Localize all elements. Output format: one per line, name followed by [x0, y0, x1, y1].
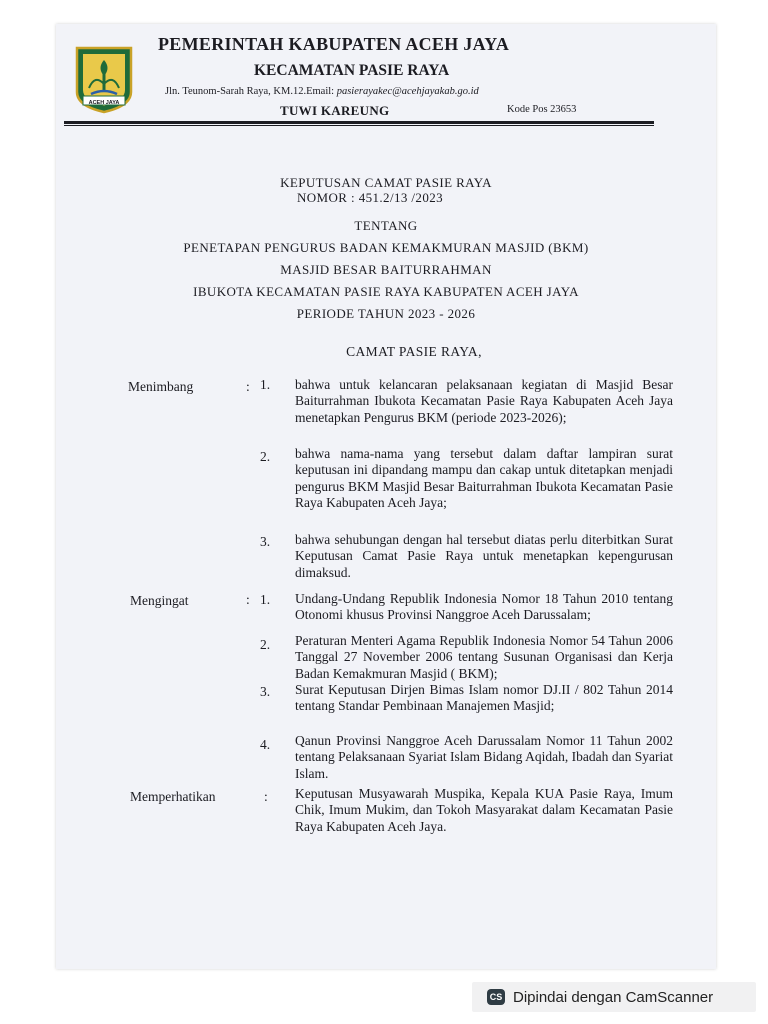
mengingat-label: Mengingat: [130, 593, 189, 608]
menimbang-label: Menimbang: [128, 379, 194, 394]
memperhatikan-label: Memperhatikan: [130, 789, 216, 804]
menimbang-item-3: bahwa sehubungan dengan hal tersebut diatas perlu diterbitkan Surat Keputusan Camat Pasie Raya untuk menetapkan kepengurusan dimaksud.: [295, 532, 673, 580]
memperhatikan-text: Keputusan Musyawarah Muspika, Kepala KUA Pasie Raya, Imum Chik, Imum Mukim, dan Tokoh Masyarakat dalam Kecamatan Pasie Raya Kabupaten Aceh Jaya.: [295, 786, 673, 834]
camscanner-watermark: [472, 982, 756, 1012]
camscanner-logo-icon: CS: [487, 989, 505, 1005]
mengingat-number-3: 3.: [260, 684, 271, 699]
mengingat-item-4: Qanun Provinsi Nanggroe Aceh Darussalam Nomor 11 Tahun 2002 tentang Pelaksanaan Syariat Islam Bidang Aqidah, Ibadah dan Syariat Islam.: [295, 733, 673, 781]
memperhatikan-colon: :: [264, 789, 268, 804]
subject-line-2: MASJID BESAR BAITURRAHMAN: [280, 262, 492, 277]
mengingat-number-4: 4.: [260, 737, 271, 752]
village-name: TUWI KAREUNG: [280, 103, 390, 118]
camscanner-label: Dipindai dengan CamScanner: [513, 988, 714, 1006]
menimbang-number-1: 1.: [260, 377, 271, 392]
about-heading: TENTANG: [354, 218, 418, 233]
mengingat-item-3: Surat Keputusan Dirjen Bimas Islam nomor DJ.II / 802 Tahun 2014 tentang Standar Pembinaan Manajemen Masjid;: [295, 682, 673, 714]
mengingat-item-2: Peraturan Menteri Agama Republik Indonesia Nomor 54 Tahun 2006 Tanggal 27 November 2006 tentang Susunan Organisasi dan Kerja Badan Kemakmuran Masjid ( BKM);: [295, 633, 673, 681]
office-address: [165, 86, 605, 97]
subject-line-1: PENETAPAN PENGURUS BADAN KEMAKMURAN MASJID (BKM): [183, 240, 589, 255]
district-title: KECAMATAN PASIE RAYA: [254, 62, 450, 79]
government-title: PEMERINTAH KABUPATEN ACEH JAYA: [158, 34, 510, 54]
subject-line-3: IBUKOTA KECAMATAN PASIE RAYA KABUPATEN ACEH JAYA: [193, 284, 579, 299]
menimbang-item-1: bahwa untuk kelancaran pelaksanaan kegiatan di Masjid Besar Baiturrahman Ibukota Kecamatan Pasie Raya Kabupaten Aceh Jaya menetapkan Pengurus BKM (periode 2023-2026);: [295, 377, 673, 425]
mengingat-number-1: 1.: [260, 592, 271, 607]
logo-caption: ACEH JAYA: [88, 100, 120, 106]
period-line: PERIODE TAHUN 2023 - 2026: [296, 306, 476, 321]
menimbang-number-2: 2.: [260, 449, 271, 464]
mengingat-colon: :: [246, 592, 250, 607]
menimbang-colon: :: [246, 379, 250, 394]
decree-number: NOMOR : 451.2/13 /2023: [296, 190, 444, 205]
official-title: CAMAT PASIE RAYA,: [346, 344, 482, 359]
menimbang-item-2: bahwa nama-nama yang tersebut dalam daftar lampiran surat keputusan ini dipandang mampu dan cakap untuk ditetapkan menjadi pengurus BKM Masjid Besar Baiturrahman Ibukota Kecamatan Pasie Raya Kabupaten Aceh Jaya;: [295, 446, 673, 510]
postal-code: Kode Pos 23653: [507, 104, 577, 115]
office-email: pasierayakec@acehjayakab.go.id: [336, 86, 479, 97]
letterhead-rule-thick: [64, 121, 654, 124]
mengingat-number-2: 2.: [260, 637, 271, 652]
mengingat-item-1: Undang-Undang Republik Indonesia Nomor 18 Tahun 2010 tentang Otonomi khusus Provinsi Nanggroe Aceh Darussalam;: [295, 591, 673, 623]
address-text: Jln. Teunom-Sarah Raya, KM.12.Email:: [165, 86, 337, 97]
menimbang-number-3: 3.: [260, 534, 271, 549]
letterhead-rule-thin: [64, 125, 654, 126]
decree-title: KEPUTUSAN CAMAT PASIE RAYA: [280, 175, 492, 190]
